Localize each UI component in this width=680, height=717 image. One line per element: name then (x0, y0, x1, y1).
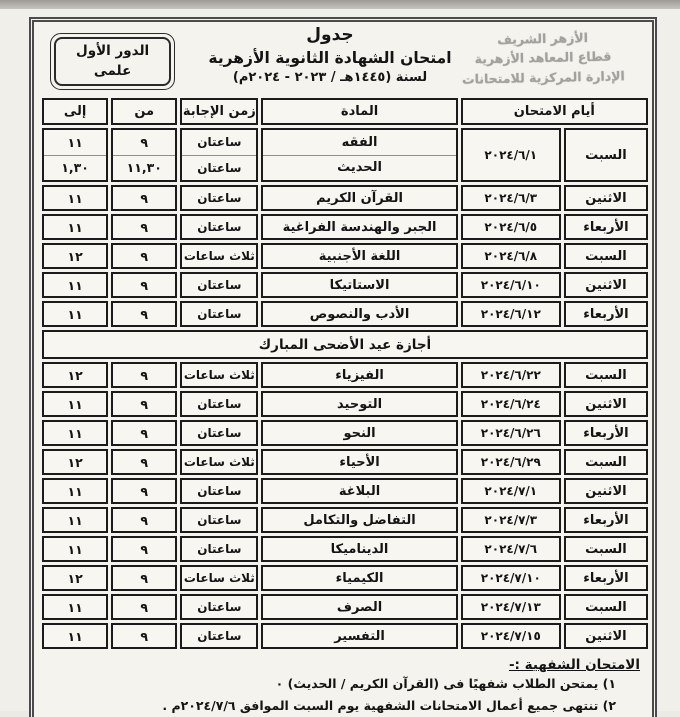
day-cell: الاثنين (564, 272, 648, 298)
subject-cell: التوحيد (261, 391, 457, 417)
day-cell: السبت (564, 594, 648, 620)
duration-cell: ثلاث ساعات (180, 362, 258, 388)
to-cell: ١٢ (42, 243, 108, 269)
letterhead-line3: الإدارة المركزية للامتحانات (461, 68, 625, 87)
day-cell: الأربعاء (564, 565, 648, 591)
to-cell: ١١ (42, 623, 108, 649)
date-cell: ٢٠٢٤/٦/١ (461, 128, 561, 182)
page-title (200, 24, 460, 88)
duration-cell: ثلاث ساعات (180, 449, 258, 475)
day-cell: الاثنين (564, 478, 648, 504)
exam-row (42, 623, 648, 649)
duration-cell: ساعتان (180, 391, 258, 417)
subject-cell: الاستاتيكا (261, 272, 457, 298)
header-row (42, 98, 648, 125)
from-cell: ٩ (111, 478, 177, 504)
from-cell: ٩ (111, 272, 177, 298)
duration-cell: ساعتان (180, 214, 258, 240)
to-cell: ١١ (42, 507, 108, 533)
to-cell: ١١ (42, 185, 108, 211)
subject-cell: اللغة الأجنبية (261, 243, 457, 269)
round-stage-box (50, 33, 175, 90)
day-cell: الأربعاء (564, 420, 648, 446)
holiday-row (42, 330, 648, 359)
to-cell: ١١ (42, 272, 108, 298)
exam-row (42, 243, 648, 269)
from-cell: ٩ (111, 536, 177, 562)
exam-row (42, 391, 648, 417)
table-body (42, 128, 648, 649)
subject-cell: التفسير (261, 623, 457, 649)
exam-row (42, 536, 648, 562)
header-duration: زمن الإجابة (180, 98, 258, 125)
header-to: إلى (42, 98, 108, 125)
holiday-cell: أجازة عيد الأضحى المبارك (42, 330, 648, 359)
subject-cell: الديناميكا (261, 536, 457, 562)
date-cell: ٢٠٢٤/٧/١٠ (461, 565, 561, 591)
letterhead-line2: قطاع المعاهد الأزهرية (474, 48, 612, 67)
exam-schedule-table (39, 95, 651, 652)
subject-cell: الفيزياء (261, 362, 457, 388)
to-cell: ١٢ (42, 362, 108, 388)
from-cell: ٩ (111, 243, 177, 269)
to-cell: ١١ (42, 301, 108, 327)
duration-cell: ثلاث ساعات (180, 565, 258, 591)
to-cell: ١١ (42, 420, 108, 446)
to-cell: ١٢ (42, 565, 108, 591)
subject-cell: الجبر والهندسة الفراغية (261, 214, 457, 240)
from-cell: ٩ (111, 185, 177, 211)
letterhead-line1: الأزهر الشريف (497, 30, 589, 47)
duration-cell: ساعتان (180, 301, 258, 327)
notes-heading: الامتحان الشفهية :- (508, 657, 640, 673)
from-cell: ٩ (111, 362, 177, 388)
subject-cell: الأدب والنصوص (261, 301, 457, 327)
from-cell-part: ٩ (140, 134, 149, 150)
from-cell: ٩ (111, 565, 177, 591)
exam-row (42, 301, 648, 327)
exam-row (42, 449, 648, 475)
date-cell: ٢٠٢٤/٦/٣ (461, 185, 561, 211)
subject-cell: الكيمياء (261, 565, 457, 591)
exam-row (42, 185, 648, 211)
date-cell: ٢٠٢٤/٦/٢٢ (461, 362, 561, 388)
title-line2: امتحان الشهادة الثانوية الأزهرية (208, 48, 452, 67)
date-cell: ٢٠٢٤/٧/٣ (461, 507, 561, 533)
title-line3: لسنة (١٤٤٥هـ / ٢٠٢٣ - ٢٠٢٤م) (232, 70, 428, 86)
from-cell: ٩ (111, 507, 177, 533)
from-cell (111, 128, 177, 182)
subject-cell: النحو (261, 420, 457, 446)
date-cell: ٢٠٢٤/٦/٢٩ (461, 449, 561, 475)
note-item-1: ١) يمتحن الطلاب شفهيًا فى (القرآن الكريم / الحديث) ٠ (275, 676, 616, 691)
exam-row (42, 594, 648, 620)
duration-cell: ساعتان (180, 594, 258, 620)
duration-cell: ساعتان (180, 507, 258, 533)
date-cell: ٢٠٢٤/٧/١٣ (461, 594, 561, 620)
duration-cell (180, 128, 258, 182)
header-subject: المادة (261, 98, 457, 125)
to-cell-part: ١,٣٠ (44, 155, 106, 181)
subject-cell: القرآن الكريم (261, 185, 457, 211)
day-cell: الاثنين (564, 185, 648, 211)
date-cell: ٢٠٢٤/٦/٢٦ (461, 420, 561, 446)
from-cell: ٩ (111, 391, 177, 417)
to-cell: ١١ (42, 594, 108, 620)
from-cell: ٩ (111, 594, 177, 620)
header-section (34, 22, 652, 95)
duration-cell: ساعتان (180, 478, 258, 504)
subject-cell-part: الحديث (263, 155, 455, 181)
round-stage-box-inner (54, 37, 171, 86)
duration-cell: ثلاث ساعات (180, 243, 258, 269)
day-cell: الاثنين (564, 623, 648, 649)
day-cell: السبت (564, 128, 648, 182)
subject-cell: الأحياء (261, 449, 457, 475)
note-item-2: ٢) تنتهى جميع أعمال الامتحانات الشفهية يوم السبت الموافق ٢٠٢٤/٧/٦م . (162, 697, 616, 713)
to-cell-part: ١١ (67, 134, 83, 150)
exam-row (42, 565, 648, 591)
scan-edge-band (0, 0, 680, 9)
date-cell: ٢٠٢٤/٦/١٢ (461, 301, 561, 327)
date-cell: ٢٠٢٤/٦/٨ (461, 243, 561, 269)
header-from: من (111, 98, 177, 125)
from-cell: ٩ (111, 214, 177, 240)
exam-row (42, 214, 648, 240)
duration-cell-part: ساعتان (182, 155, 256, 181)
header-exam-days: أيام الامتحان (461, 98, 648, 125)
date-cell: ٢٠٢٤/٦/٢٤ (461, 391, 561, 417)
from-cell: ٩ (111, 623, 177, 649)
to-cell: ١١ (42, 391, 108, 417)
day-cell: السبت (564, 362, 648, 388)
from-cell: ٩ (111, 420, 177, 446)
subject-cell: البلاغة (261, 478, 457, 504)
date-cell: ٢٠٢٤/٧/٦ (461, 536, 561, 562)
to-cell: ١١ (42, 478, 108, 504)
title-line1: جدول (306, 25, 354, 45)
day-cell: الأربعاء (564, 301, 648, 327)
document-frame (29, 17, 657, 717)
exam-row (42, 478, 648, 504)
date-cell: ٢٠٢٤/٧/١ (461, 478, 561, 504)
duration-cell: ساعتان (180, 536, 258, 562)
subject-cell: التفاضل والتكامل (261, 507, 457, 533)
to-cell: ١١ (42, 214, 108, 240)
table-header (42, 98, 648, 125)
duration-cell: ساعتان (180, 185, 258, 211)
subject-cell (261, 128, 457, 182)
to-cell: ١٢ (42, 449, 108, 475)
round-label: الدور الأول (76, 43, 150, 59)
day-cell: الاثنين (564, 391, 648, 417)
day-cell: الأربعاء (564, 507, 648, 533)
duration-cell-part: ساعتان (197, 135, 242, 150)
day-cell: السبت (564, 449, 648, 475)
day-cell: السبت (564, 243, 648, 269)
from-cell: ٩ (111, 449, 177, 475)
duration-cell: ساعتان (180, 272, 258, 298)
subject-cell: الصرف (261, 594, 457, 620)
exam-row (42, 128, 648, 182)
notes-section (34, 652, 652, 717)
to-cell (42, 128, 108, 182)
from-cell-part: ١١,٣٠ (113, 155, 175, 181)
exam-row (42, 272, 648, 298)
letterhead-stamp (447, 27, 638, 89)
exam-row (42, 420, 648, 446)
track-label: علمى (93, 63, 132, 80)
day-cell: الأربعاء (564, 214, 648, 240)
duration-cell: ساعتان (180, 420, 258, 446)
duration-cell: ساعتان (180, 623, 258, 649)
date-cell: ٢٠٢٤/٦/٥ (461, 214, 561, 240)
exam-row (42, 362, 648, 388)
exam-row (42, 507, 648, 533)
date-cell: ٢٠٢٤/٦/١٠ (461, 272, 561, 298)
day-cell: السبت (564, 536, 648, 562)
subject-cell-part: الفقه (341, 134, 378, 150)
from-cell: ٩ (111, 301, 177, 327)
to-cell: ١١ (42, 536, 108, 562)
date-cell: ٢٠٢٤/٧/١٥ (461, 623, 561, 649)
